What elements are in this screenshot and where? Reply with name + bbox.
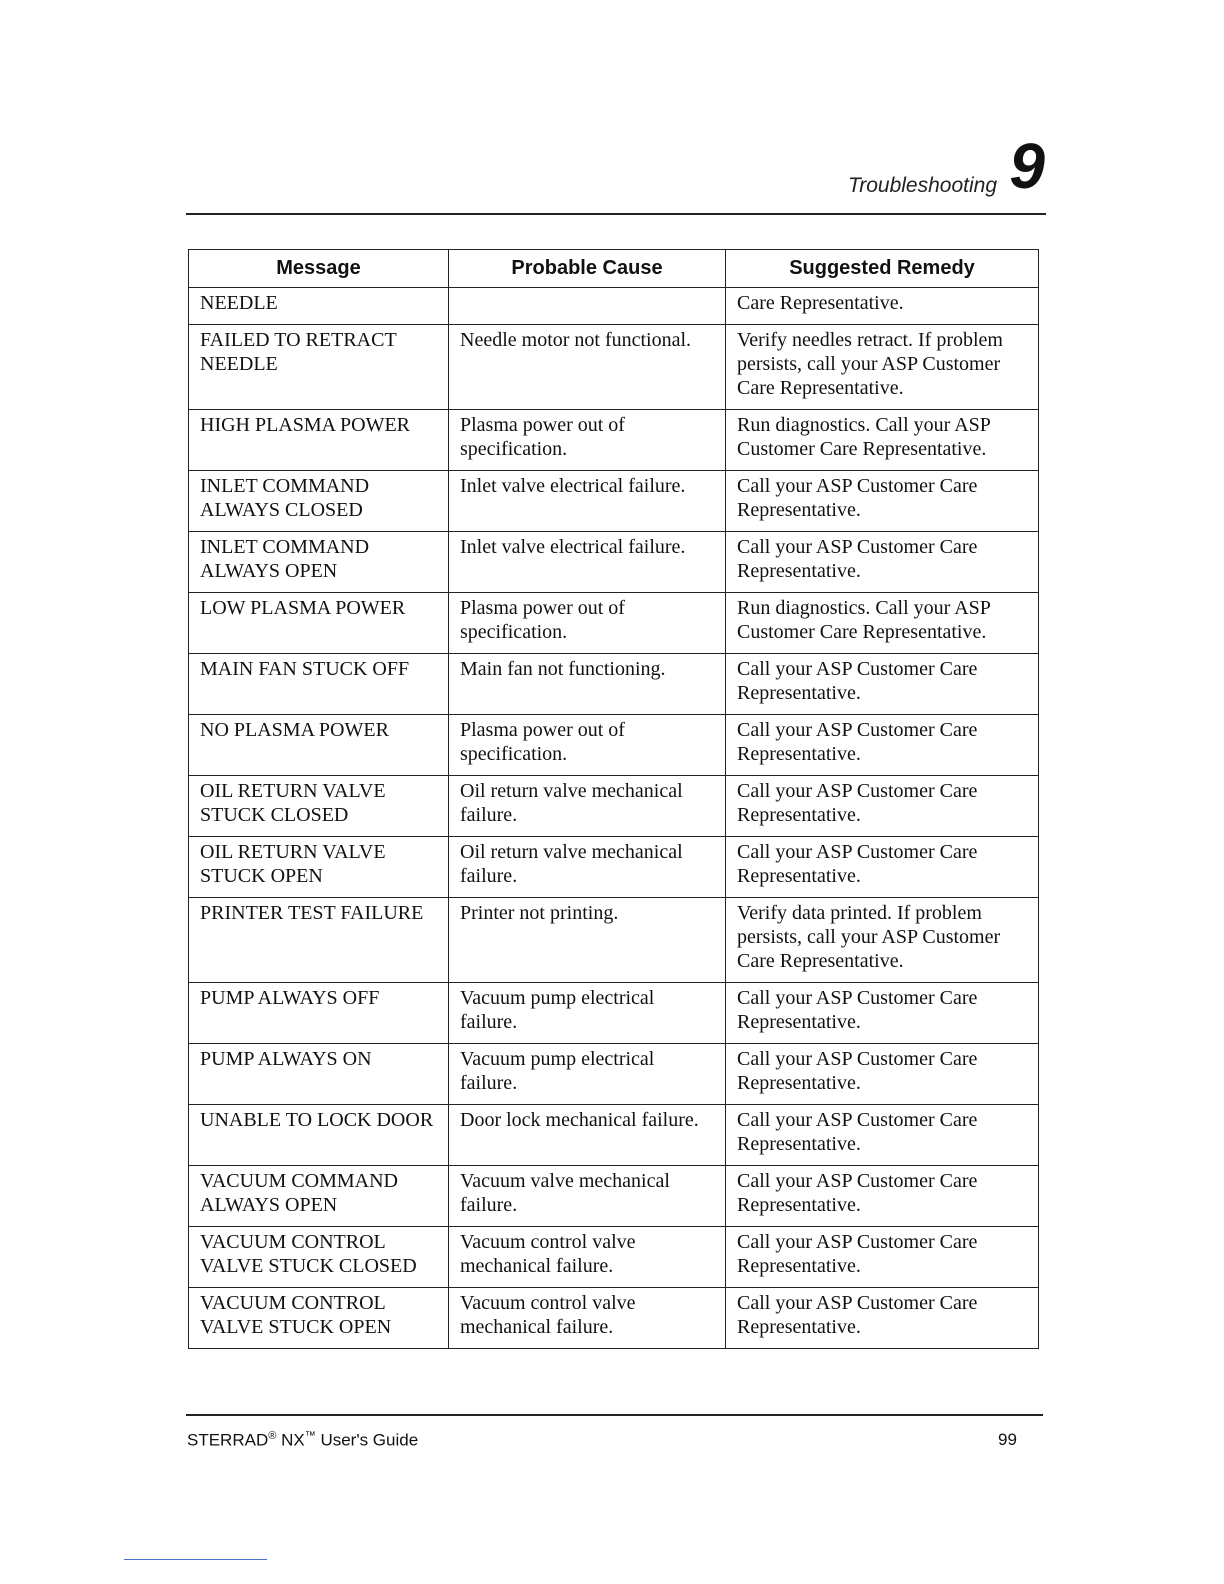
message-cell: OIL RETURN VALVE STUCK OPEN — [189, 837, 449, 898]
table-row — [189, 288, 1039, 325]
message-cell: VACUUM CONTROL VALVE STUCK OPEN — [189, 1288, 449, 1349]
guide-label: User's Guide — [320, 1430, 419, 1450]
table-row — [189, 471, 1039, 532]
cause-cell: Oil return valve mechanical failure. — [449, 837, 726, 898]
table-row — [189, 1105, 1039, 1166]
table-row — [189, 1227, 1039, 1288]
column-header-message: Message — [189, 250, 449, 288]
table-row — [189, 776, 1039, 837]
remedy-cell: Call your ASP Customer Care Representative. — [726, 532, 1039, 593]
cause-cell: Vacuum control valve mechanical failure. — [449, 1227, 726, 1288]
page-header — [0, 128, 1045, 200]
registered-mark: ® — [268, 1430, 277, 1442]
footer-divider — [186, 1414, 1043, 1416]
message-cell: INLET COMMAND ALWAYS OPEN — [189, 532, 449, 593]
product-name: STERRAD — [187, 1430, 269, 1450]
cause-cell: Vacuum pump electrical failure. — [449, 983, 726, 1044]
cause-cell: Oil return valve mechanical failure. — [449, 776, 726, 837]
trademark-mark: ™ — [304, 1430, 316, 1442]
message-cell: VACUUM COMMAND ALWAYS OPEN — [189, 1166, 449, 1227]
message-cell: INLET COMMAND ALWAYS CLOSED — [189, 471, 449, 532]
cause-cell: Plasma power out of specification. — [449, 410, 726, 471]
message-cell: PUMP ALWAYS ON — [189, 1044, 449, 1105]
footer-product-title — [187, 1430, 418, 1451]
chapter-number: 9 — [1009, 130, 1045, 202]
table-row — [189, 654, 1039, 715]
cause-cell: Vacuum pump electrical failure. — [449, 1044, 726, 1105]
table-header-row — [189, 250, 1039, 288]
message-cell: PRINTER TEST FAILURE — [189, 898, 449, 983]
remedy-cell: Call your ASP Customer Care Representative. — [726, 776, 1039, 837]
remedy-cell: Call your ASP Customer Care Representative. — [726, 1227, 1039, 1288]
page-number: 99 — [998, 1430, 1017, 1449]
cause-cell: Plasma power out of specification. — [449, 593, 726, 654]
remedy-cell: Run diagnostics. Call your ASP Customer Care Representative. — [726, 593, 1039, 654]
remedy-cell: Call your ASP Customer Care Representative. — [726, 983, 1039, 1044]
remedy-cell: Call your ASP Customer Care Representative. — [726, 1044, 1039, 1105]
message-cell: PUMP ALWAYS OFF — [189, 983, 449, 1044]
cause-cell: Plasma power out of specification. — [449, 715, 726, 776]
remedy-cell: Verify data printed. If problem persists, call your ASP Customer Care Representative. — [726, 898, 1039, 983]
cause-cell: Door lock mechanical failure. — [449, 1105, 726, 1166]
cause-cell: Main fan not functioning. — [449, 654, 726, 715]
table-row — [189, 325, 1039, 410]
message-cell: HIGH PLASMA POWER — [189, 410, 449, 471]
cause-cell: Inlet valve electrical failure. — [449, 532, 726, 593]
cause-cell: Vacuum valve mechanical failure. — [449, 1166, 726, 1227]
table-row — [189, 593, 1039, 654]
remedy-cell: Run diagnostics. Call your ASP Customer Care Representative. — [726, 410, 1039, 471]
message-cell: FAILED TO RETRACT NEEDLE — [189, 325, 449, 410]
remedy-cell: Care Representative. — [726, 288, 1039, 325]
remedy-cell: Call your ASP Customer Care Representative. — [726, 1288, 1039, 1349]
remedy-cell: Call your ASP Customer Care Representative. — [726, 1105, 1039, 1166]
message-cell: NO PLASMA POWER — [189, 715, 449, 776]
message-cell: VACUUM CONTROL VALVE STUCK CLOSED — [189, 1227, 449, 1288]
table-row — [189, 410, 1039, 471]
message-cell: MAIN FAN STUCK OFF — [189, 654, 449, 715]
table-body — [189, 288, 1039, 1349]
table-row — [189, 898, 1039, 983]
table-row — [189, 1044, 1039, 1105]
remedy-cell: Call your ASP Customer Care Representative. — [726, 654, 1039, 715]
message-cell: OIL RETURN VALVE STUCK CLOSED — [189, 776, 449, 837]
remedy-cell: Call your ASP Customer Care Representative. — [726, 715, 1039, 776]
table-row — [189, 532, 1039, 593]
cause-cell: Printer not printing. — [449, 898, 726, 983]
remedy-cell: Call your ASP Customer Care Representative. — [726, 1166, 1039, 1227]
cause-cell: Needle motor not functional. — [449, 325, 726, 410]
column-header-cause: Probable Cause — [449, 250, 726, 288]
troubleshooting-table — [188, 249, 1039, 1349]
bottom-rule — [124, 1559, 267, 1560]
cause-cell — [449, 288, 726, 325]
header-divider — [186, 213, 1046, 215]
remedy-cell: Call your ASP Customer Care Representative. — [726, 837, 1039, 898]
message-cell: NEEDLE — [189, 288, 449, 325]
chapter-title: Troubleshooting — [847, 174, 997, 197]
table-row — [189, 837, 1039, 898]
message-cell: LOW PLASMA POWER — [189, 593, 449, 654]
table-row — [189, 983, 1039, 1044]
table-row — [189, 715, 1039, 776]
cause-cell: Inlet valve electrical failure. — [449, 471, 726, 532]
remedy-cell: Call your ASP Customer Care Representative. — [726, 471, 1039, 532]
column-header-remedy: Suggested Remedy — [726, 250, 1039, 288]
remedy-cell: Verify needles retract. If problem persists, call your ASP Customer Care Representative. — [726, 325, 1039, 410]
message-cell: UNABLE TO LOCK DOOR — [189, 1105, 449, 1166]
cause-cell: Vacuum control valve mechanical failure. — [449, 1288, 726, 1349]
table-row — [189, 1166, 1039, 1227]
product-model: NX — [281, 1430, 305, 1450]
table-row — [189, 1288, 1039, 1349]
